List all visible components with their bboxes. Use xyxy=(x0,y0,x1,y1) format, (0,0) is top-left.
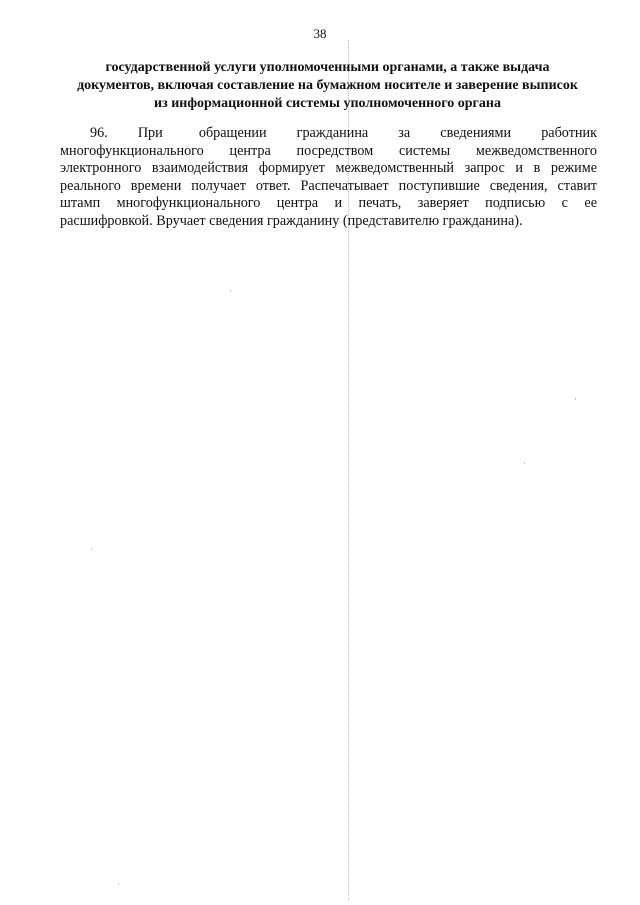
paragraph-96 xyxy=(60,125,597,230)
paragraph-line: 96. При обращении гражданина за сведениями работник xyxy=(90,125,597,141)
paragraph-line: расшифровкой. Вручает сведения гражданину (представителю гражданина). xyxy=(60,212,523,229)
paragraph-line: реального времени получает ответ. Распечатывает поступившие сведения, ставит xyxy=(60,177,597,194)
scan-speck xyxy=(524,462,525,464)
scan-speck xyxy=(118,883,119,885)
paragraph-line: многофункционального центра посредством системы межведомственного xyxy=(60,142,597,159)
section-heading xyxy=(60,59,595,113)
scan-speck xyxy=(91,548,92,550)
paragraph-line: электронного взаимодействия формирует межведомственный запрос и в режиме xyxy=(60,160,597,176)
page-number: 38 xyxy=(313,26,327,41)
scan-speck xyxy=(230,290,231,292)
heading-line: из информационной системы уполномоченного органа xyxy=(154,96,501,111)
paragraph-line: штамп многофункционального центра и печать, заверяет подписью с ее xyxy=(60,195,597,211)
heading-line: государственной услуги уполномоченными органами, а также выдача xyxy=(105,60,550,75)
scan-speck xyxy=(575,398,576,400)
heading-line: документов, включая составление на бумажном носителе и заверение выписок xyxy=(77,78,578,93)
